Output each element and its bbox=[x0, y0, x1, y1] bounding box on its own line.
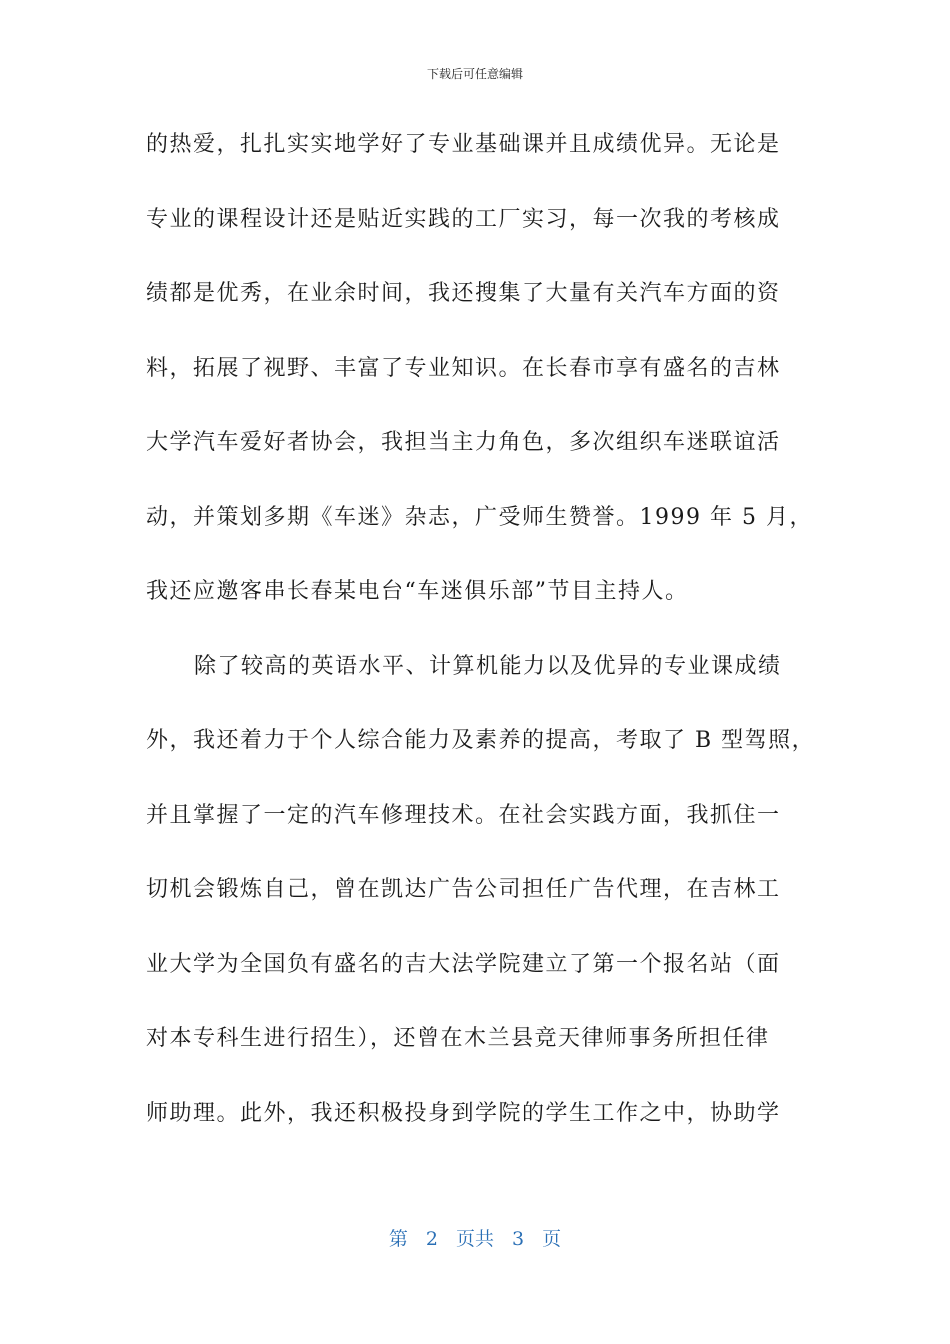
body-line: 师助理。此外，我还积极投身到学院的学生工作之中，协助学 bbox=[146, 1100, 781, 1126]
body-line: 专业的课程设计还是贴近实践的工厂实习，每一次我的考核成 bbox=[146, 206, 781, 232]
body-line: 我还应邀客串长春某电台“车迷俱乐部”节目主持人。 bbox=[146, 579, 689, 604]
page-label-suffix: 页 bbox=[542, 1228, 562, 1250]
page-footer bbox=[0, 1226, 950, 1252]
body-line: 的热爱，扎扎实实地学好了专业基础课并且成绩优异。无论是 bbox=[146, 132, 781, 157]
body-line: 业大学为全国负有盛名的吉大法学院建立了第一个报名站（面 bbox=[146, 951, 781, 977]
current-page-number: 2 bbox=[425, 1228, 438, 1250]
body-line: 绩都是优秀，在业余时间，我还搜集了大量有关汽车方面的资 bbox=[146, 281, 781, 306]
body-line: 切机会锻炼自己，曾在凯达广告公司担任广告代理，在吉林工 bbox=[146, 877, 781, 902]
document-body bbox=[146, 121, 816, 1164]
body-line: 料，拓展了视野、丰富了专业知识。在长春市享有盛名的吉林 bbox=[146, 355, 781, 381]
page-label-middle: 页共 bbox=[455, 1228, 494, 1250]
body-line: 对本专科生进行招生），还曾在木兰县竞天律师事务所担任律 bbox=[146, 1026, 770, 1051]
page-header: 下载后可任意编辑 bbox=[426, 67, 523, 81]
body-line: 外，我还着力于个人综合能力及素养的提高，考取了 B 型驾照， bbox=[146, 728, 816, 753]
body-line: 并且掌握了一定的汽车修理技术。在社会实践方面，我抓住一 bbox=[146, 802, 781, 828]
page-label-prefix: 第 bbox=[388, 1228, 408, 1250]
body-line-paragraph-start: 除了较高的英语水平、计算机能力以及优异的专业课成绩 bbox=[194, 653, 782, 679]
body-line: 大学汽车爱好者协会，我担当主力角色，多次组织车迷联谊活 bbox=[146, 430, 781, 455]
body-line: 动，并策划多期《车迷》杂志，广受师生赞誉。1999 年 5 月， bbox=[146, 504, 813, 530]
total-pages-number: 3 bbox=[512, 1228, 525, 1250]
